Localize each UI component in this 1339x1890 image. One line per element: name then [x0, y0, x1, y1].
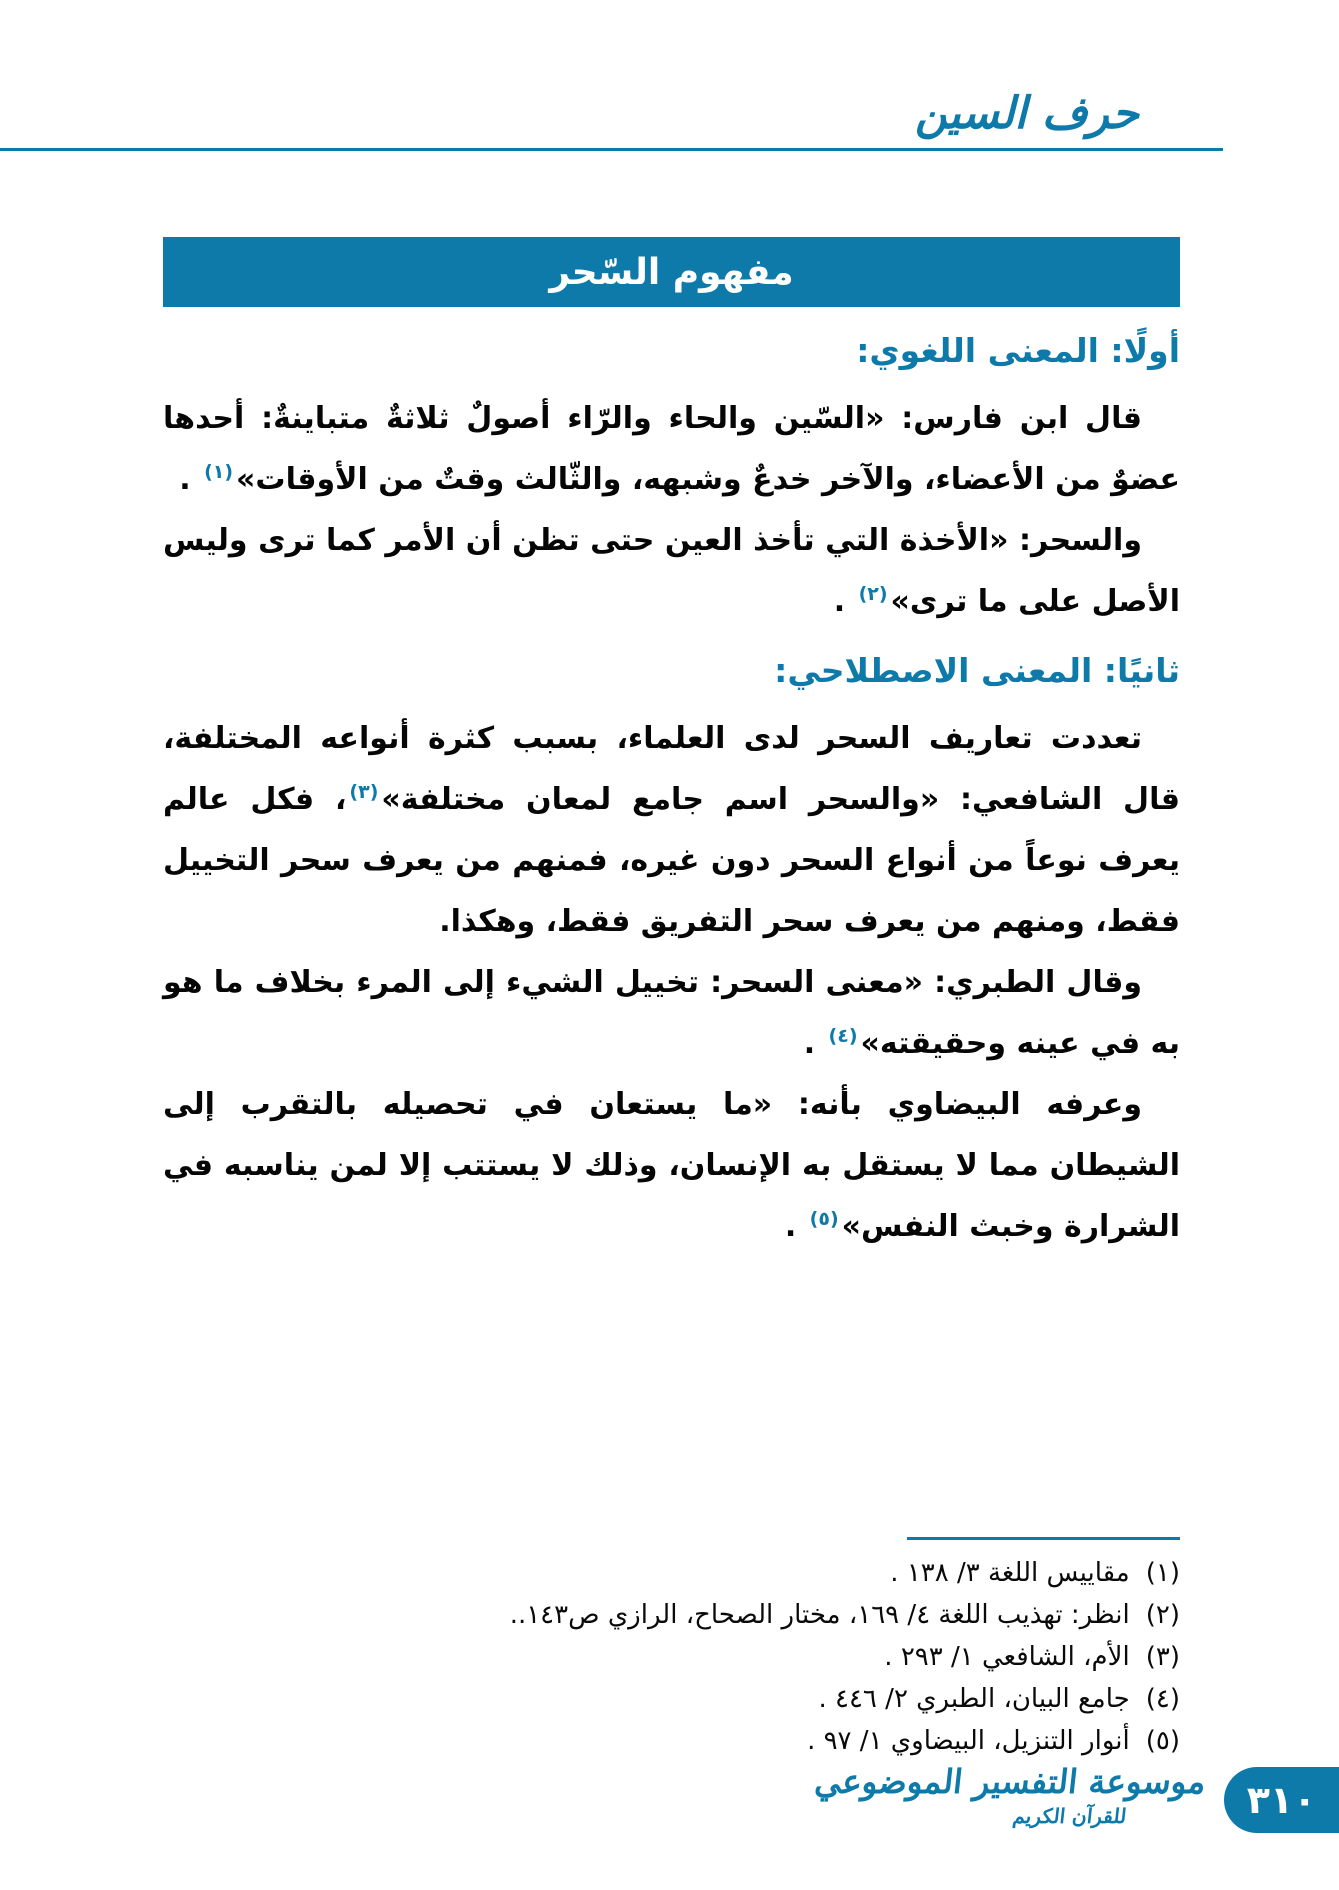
footnote: [520, 1720, 1180, 1762]
footnote-ref: (٥): [809, 1208, 839, 1230]
footnote-text: جامع البيان، الطبري ٢/ ٤٤٦ .: [818, 1684, 1130, 1714]
footnote-number: (١): [1145, 1558, 1180, 1588]
footnote: [520, 1678, 1180, 1720]
footnote-text: أنوار التنزيل، البيضاوي ١/ ٩٧ .: [807, 1726, 1130, 1756]
section-heading-linguistic: أولًا: المعنى اللغوي:: [856, 331, 1180, 370]
footnote-text: الأم، الشافعي ١/ ٢٩٣ .: [884, 1642, 1130, 1672]
footnote: [509, 1594, 1180, 1636]
paragraph: والسحر: «الأخذة التي تأخذ العين حتى تظن أن الأمر كما ترى وليس الأصل على ما ترى»$^{(٢)}$ .: [163, 523, 1180, 619]
footnote-text: انظر: تهذيب اللغة ٤/ ١٦٩، مختار الصحاح، الرازي ص١٤٣..: [509, 1600, 1130, 1630]
paragraph: وعرفه البيضاوي بأنه: «ما يستعان في تحصيله بالتقرب إلى الشيطان مما لا يستقل به الإنسان، وذلك لا يستتب إلا لمن يناسبه في الشرارة وخبث النفس»$^{(٥)}$ .: [163, 1087, 1180, 1244]
section-terminological: [163, 708, 1180, 1257]
footnote-text: مقاييس اللغة ٣/ ١٣٨ .: [890, 1558, 1130, 1588]
section-linguistic: [163, 388, 1180, 632]
footnote-number: (٢): [1145, 1600, 1180, 1630]
paragraph: قال ابن فارس: «السّين والحاء والرّاء أصولٌ ثلاثةٌ متباينةٌ: أحدها عضوٌ من الأعضاء، والآخر خدعٌ وشبهه، والثّالث وقتٌ من الأوقات»$^{(١)}$ .: [163, 401, 1180, 497]
footnote-ref: (٤): [828, 1025, 858, 1047]
publisher-logo-subtitle: للقرآن الكريم: [1009, 1804, 1127, 1828]
chapter-header: حرف السين: [914, 88, 1139, 139]
paragraph: تعددت تعاريف السحر لدى العلماء، بسبب كثرة أنواعه المختلفة، قال الشافعي: «والسحر اسم جامع لمعان مختلفة»$^{(٣)}$، فكل عالم يعرف نوعاً من أنواع السحر دون غيره، فمنهم من يعرف سحر التخييل فقط، ومنهم من يعرف سحر التفريق فقط، وهكذا.: [163, 721, 1180, 939]
footnote-number: (٤): [1145, 1684, 1180, 1714]
footnote-ref: (١): [204, 461, 234, 483]
main-content: [163, 326, 1180, 1257]
publisher-logo: [809, 1762, 1210, 1830]
paragraph: وقال الطبري: «معنى السحر: تخييل الشيء إلى المرء بخلاف ما هو به في عينه وحقيقته»$^{(٤)}$ .: [163, 965, 1180, 1061]
header-rule: [0, 148, 1223, 151]
footnote-number: (٣): [1145, 1642, 1180, 1672]
footnote-separator: [907, 1537, 1180, 1540]
footnote-ref: (٢): [858, 583, 888, 605]
page-number-pill: [1224, 1767, 1339, 1833]
footnote-number: (٥): [1145, 1726, 1180, 1756]
topic-banner: [163, 237, 1180, 307]
footnotes-block: [509, 1552, 1180, 1762]
section-heading-terminological: ثانيًا: المعنى الاصطلاحي:: [774, 651, 1180, 690]
page-number: ٣١٠: [1246, 1778, 1317, 1822]
footnote: [520, 1636, 1180, 1678]
topic-banner-title: مفهوم السّحر: [549, 251, 794, 293]
footnote: [520, 1552, 1180, 1594]
footnote-ref: (٣): [349, 781, 379, 803]
publisher-logo-title: موسوعة التفسير الموضوعي: [809, 1762, 1206, 1801]
